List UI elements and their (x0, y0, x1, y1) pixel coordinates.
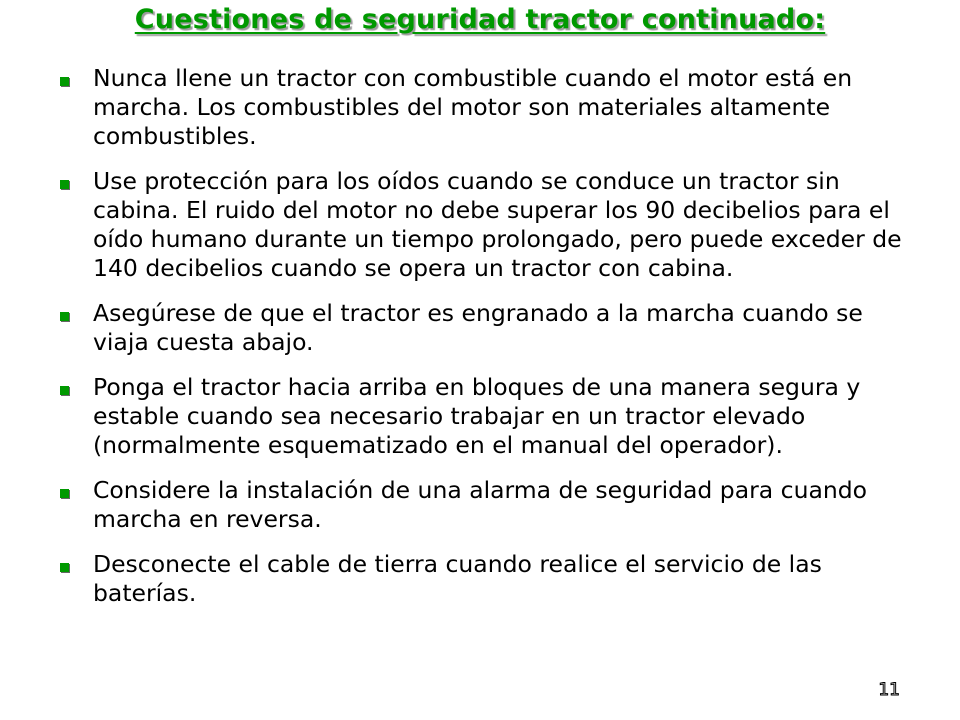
bullet-item (60, 167, 920, 283)
bullet-list (60, 64, 920, 624)
bullet-text: Nunca llene un tractor con combustible cuando el motor está en marcha. Los combustibles del motor son materiales altamente combustibles. (93, 64, 853, 150)
square-bullet-icon (60, 180, 69, 189)
bullet-item (60, 550, 920, 608)
bullet-text: Use protección para los oídos cuando se conduce un tractor sin cabina. El ruido del motor no debe superar los 90 decibelios para el oído humano durante un tiempo prolongado, pero puede exceder de 140 decibelios cuando se opera un tractor con cabina. (93, 167, 902, 282)
bullet-text: Considere la instalación de una alarma de seguridad para cuando marcha en reversa. (93, 476, 868, 533)
bullet-item (60, 373, 920, 460)
slide-title: Cuestiones de seguridad tractor continuado: (134, 4, 826, 35)
square-bullet-icon (60, 563, 69, 572)
square-bullet-icon (60, 312, 69, 321)
square-bullet-icon (60, 77, 69, 86)
bullet-item (60, 476, 920, 534)
bullet-text: Asegúrese de que el tractor es engranado a la marcha cuando se viaja cuesta abajo. (93, 299, 863, 356)
page-number: 11 (878, 680, 900, 700)
square-bullet-icon (60, 386, 69, 395)
bullet-text: Ponga el tractor hacia arriba en bloques de una manera segura y estable cuando sea necesario trabajar en un tractor elevado (normalmente esquematizado en el manual del operador). (93, 373, 861, 459)
bullet-item (60, 64, 920, 151)
square-bullet-icon (60, 489, 69, 498)
bullet-item (60, 299, 920, 357)
bullet-text: Desconecte el cable de tierra cuando realice el servicio de las baterías. (93, 550, 822, 607)
